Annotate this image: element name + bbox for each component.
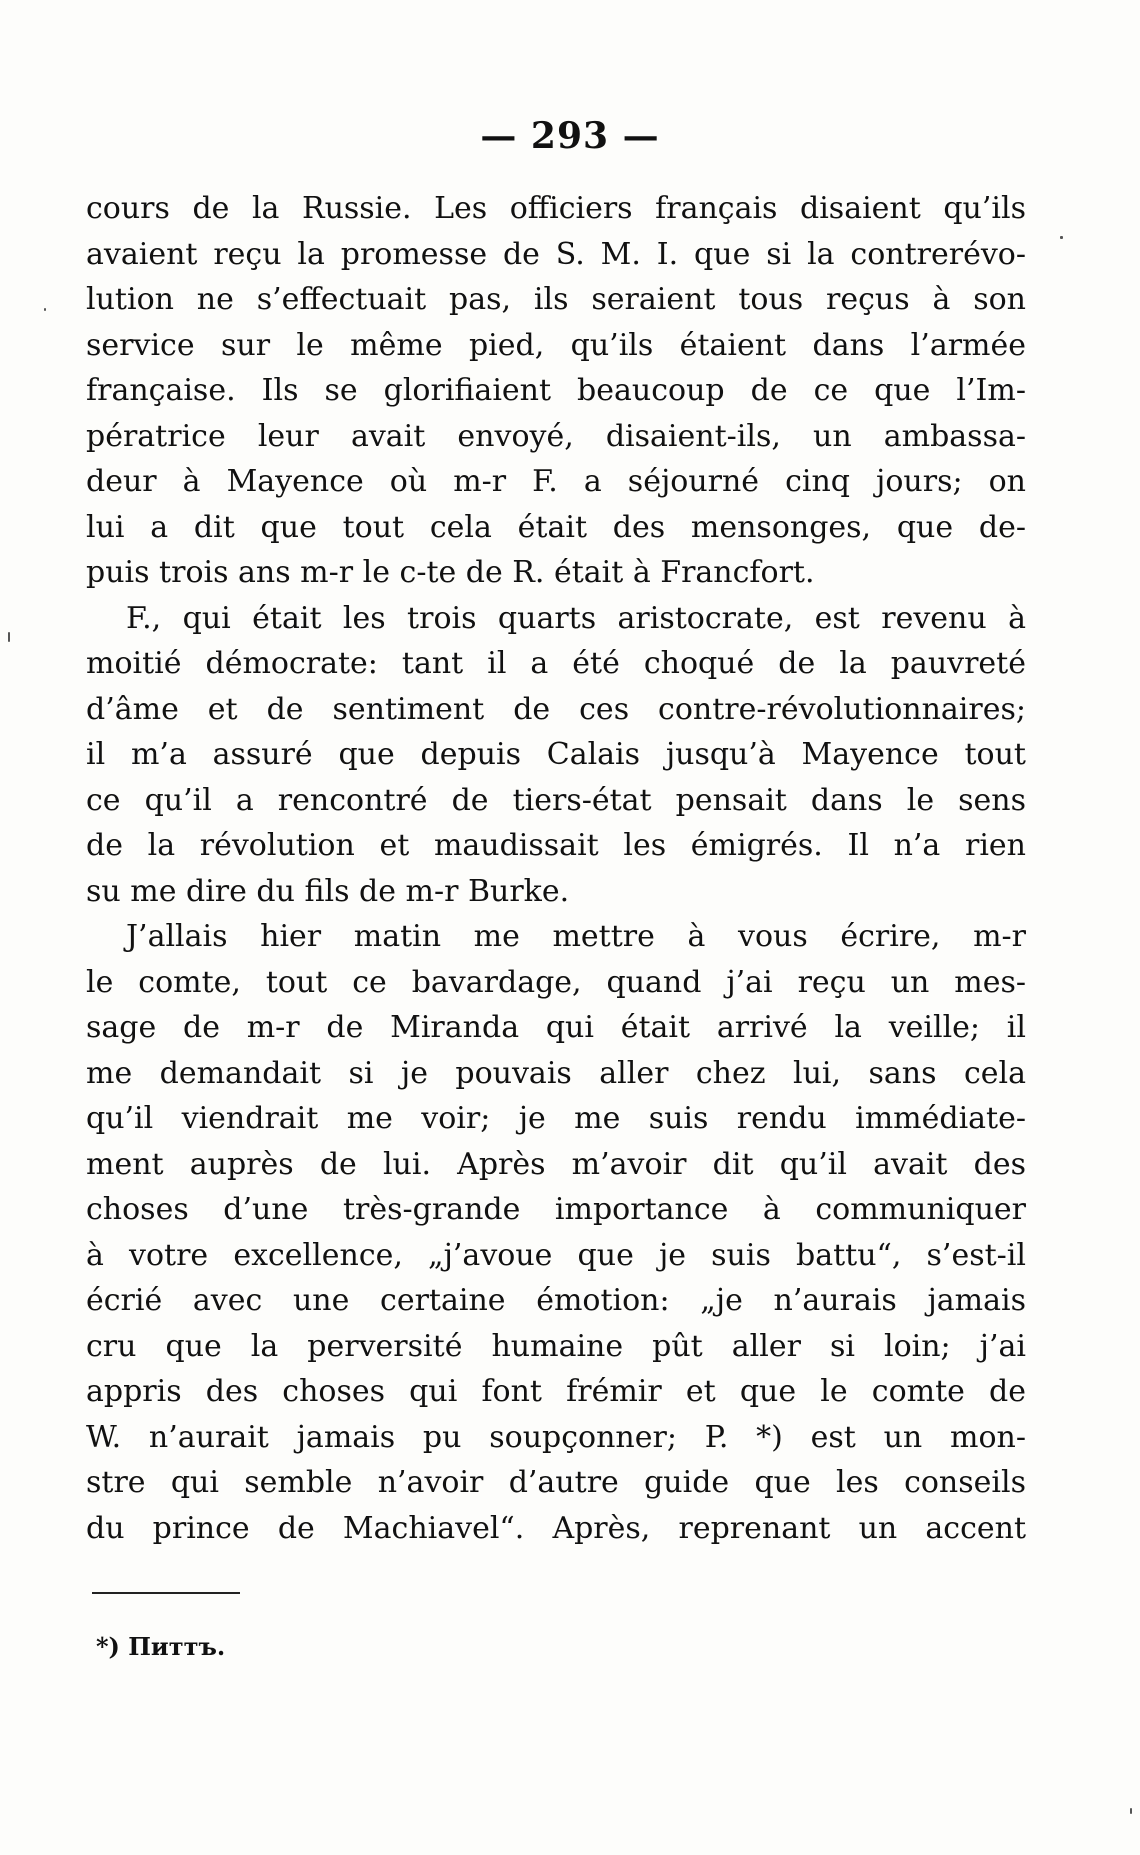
text-line: ment auprès de lui. Après m’avoir dit qu’il avait des	[86, 1146, 1026, 1182]
text-line: puis trois ans m-r le c-te de R. était à Francfort.	[86, 555, 815, 590]
text-line: française. Ils se glorifiaient beaucoup de ce que l’Im-	[86, 373, 1026, 408]
text-line: W. n’aurait jamais pu soupçonner; P. *) est un mon-	[86, 1419, 1026, 1455]
text-line: ce qu’il a rencontré de tiers-état pensait dans le sens	[86, 782, 1026, 818]
text-line: d’âme et de sentiment de ces contre-révolutionnaires;	[86, 691, 1026, 727]
text-line: me demandait si je pouvais aller chez lui, sans cela	[86, 1055, 1026, 1091]
text-line: de la révolution et maudissait les émigrés. Il n’a rien	[86, 828, 1026, 863]
text-line: avaient reçu la promesse de S. M. I. que si la contrerévo-	[86, 236, 1026, 272]
text-line: su me dire du fils de m-r Burke.	[86, 873, 570, 909]
text-line: écrié avec une certaine émotion: „je n’aurais jamais	[86, 1283, 1026, 1318]
text-line: à votre excellence, „j’avoue que je suis battu“, s’est-il	[86, 1237, 1026, 1273]
text-line: F., qui était les trois quarts aristocrate, est revenu à	[126, 600, 1026, 636]
text-line: deur à Mayence où m-r F. a séjourné cinq jours; on	[86, 464, 1026, 499]
scan-speck	[1130, 1808, 1132, 1814]
text-line: lution ne s’effectuait pas, ils seraient tous reçus à son	[86, 282, 1026, 317]
text-line: appris des choses qui font frémir et que le comte de	[86, 1374, 1026, 1409]
text-line: sage de m-r de Miranda qui était arrivé la veille; il	[86, 1010, 1026, 1045]
text-line: service sur le même pied, qu’ils étaient dans l’armée	[86, 327, 1026, 363]
text-line: pératrice leur avait envoyé, disaient-ils, un ambassa-	[86, 418, 1026, 454]
scan-speck	[8, 632, 10, 642]
text-line: cours de la Russie. Les officiers français disaient qu’ils	[86, 191, 1026, 226]
text-line: choses d’une très-grande importance à communiquer	[86, 1192, 1026, 1227]
text-line: il m’a assuré que depuis Calais jusqu’à Mayence tout	[86, 737, 1026, 772]
footnote-rule	[92, 1592, 240, 1594]
text-line: du prince de Machiavel“. Après, reprenant un accent	[86, 1510, 1026, 1546]
text-line: lui a dit que tout cela était des mensonges, que de-	[86, 509, 1026, 545]
scan-speck	[44, 308, 46, 311]
footnote: *) Питтъ.	[96, 1632, 226, 1661]
text-line: le comte, tout ce bavardage, quand j’ai reçu un mes-	[86, 964, 1026, 1000]
body-text	[86, 186, 1026, 1551]
text-line: stre qui semble n’avoir d’autre guide que les conseils	[86, 1465, 1026, 1500]
text-line: qu’il viendrait me voir; je me suis rendu immédiate-	[86, 1101, 1026, 1136]
text-line: J’allais hier matin me mettre à vous écrire, m-r	[126, 919, 1026, 954]
text-line: cru que la perversité humaine pût aller si loin; j’ai	[86, 1328, 1026, 1364]
scan-speck	[1060, 236, 1063, 239]
page-number: — 293 —	[480, 115, 660, 157]
text-line: moitié démocrate: tant il a été choqué de la pauvreté	[86, 646, 1026, 681]
